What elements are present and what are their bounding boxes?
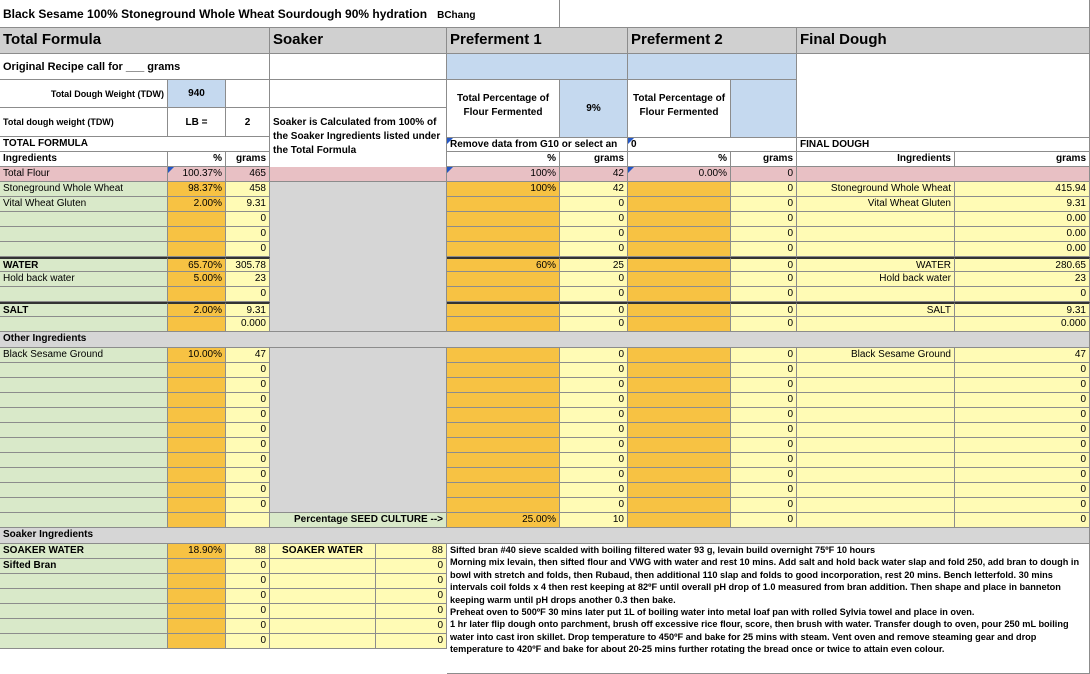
col-grams: grams	[731, 152, 797, 167]
fd-ingredient-name	[797, 483, 955, 498]
pf2-pct[interactable]	[628, 453, 731, 468]
pf2-grams[interactable]: 0	[731, 348, 797, 363]
soaker-block	[270, 348, 447, 513]
soaker-ingredient-name: Sifted Bran	[0, 559, 168, 574]
pf1-pct[interactable]	[447, 363, 560, 378]
fd-grams[interactable]: 0	[955, 408, 1090, 423]
pf1-pct[interactable]	[447, 378, 560, 393]
pf1-pct[interactable]: 60%	[447, 257, 560, 272]
ingredient-name	[0, 363, 168, 378]
col-pct: %	[628, 152, 731, 167]
ingredient-name	[0, 242, 168, 257]
col-ingredients: Ingredients	[797, 152, 955, 167]
pf2-pct[interactable]	[628, 287, 731, 302]
ingredient-grams[interactable]: 0	[226, 242, 270, 257]
pf2-pct[interactable]	[628, 182, 731, 197]
ingredient-grams[interactable]: 0	[226, 453, 270, 468]
pf2-grams[interactable]: 0	[731, 513, 797, 528]
soaker-ingredient-pct[interactable]	[168, 604, 226, 619]
ingredient-name	[0, 438, 168, 453]
ingredient-name	[0, 287, 168, 302]
pf2-grams[interactable]: 0	[731, 272, 797, 287]
ingredient-grams[interactable]: 0	[226, 212, 270, 227]
author-label: BChang	[437, 10, 476, 21]
soaker-ingredient-pct[interactable]	[168, 559, 226, 574]
soaker-name	[270, 559, 376, 574]
pf2-pct[interactable]	[628, 363, 731, 378]
fd-ingredient-name	[797, 317, 955, 332]
pf2-pct[interactable]	[628, 212, 731, 227]
pf2-pct[interactable]	[628, 483, 731, 498]
fd-grams[interactable]: 0	[955, 393, 1090, 408]
soaker-ingredient-grams[interactable]: 0	[226, 604, 270, 619]
header-preferment-1: Preferment 1	[447, 28, 628, 54]
col-pct: %	[447, 152, 560, 167]
fd-ingredient-name	[797, 498, 955, 513]
pf1-grams[interactable]: 0	[560, 363, 628, 378]
pf1-pct[interactable]	[447, 408, 560, 423]
blue-cell[interactable]	[447, 54, 628, 80]
soaker-grams[interactable]: 0	[376, 589, 447, 604]
fd-ingredient-name: Vital Wheat Gluten	[797, 197, 955, 212]
pf2-grams[interactable]: 0	[731, 468, 797, 483]
pf1-grams[interactable]: 0	[560, 197, 628, 212]
pf2-pct[interactable]	[628, 348, 731, 363]
ingredient-grams[interactable]: 23	[226, 272, 270, 287]
ingredient-pct[interactable]	[168, 468, 226, 483]
pf2-pct[interactable]	[628, 498, 731, 513]
pf2-grams[interactable]: 0	[731, 302, 797, 317]
ingredient-name	[0, 212, 168, 227]
instruction-paragraph: 1 hr later flip dough onto parchment, brush off excessive rice flour, score, then brush with water. Transfer dough to oven, pour 250 mL boiling water into cast iron skillet. Drop temperature to 450ºF and bake for 25 mins with steam. Vent oven and remove steaming gear and drop temperature to 420ºF and bake for about 20-25 mins further rotating the bread once or twice to attain even colour.	[450, 619, 1069, 655]
ingredient-grams[interactable]: 0	[226, 468, 270, 483]
seed-culture-grams[interactable]: 10	[560, 513, 628, 528]
fd-grams[interactable]: 0	[955, 438, 1090, 453]
pf1-pct[interactable]: 100%	[447, 182, 560, 197]
ingredient-grams[interactable]: 0	[226, 378, 270, 393]
pf1-pct[interactable]	[447, 272, 560, 287]
ingredient-grams[interactable]: 0	[226, 498, 270, 513]
ingredient-pct[interactable]: 5.00%	[168, 272, 226, 287]
pf1-grams[interactable]: 0	[560, 212, 628, 227]
pf2-pct[interactable]	[628, 242, 731, 257]
ingredient-name	[0, 423, 168, 438]
tdw-lb-label: Total dough weight (TDW)	[0, 108, 168, 137]
pf2-pct[interactable]	[628, 317, 731, 332]
total-flour-pct[interactable]: 100.37%	[168, 167, 226, 182]
pf1-pct[interactable]	[447, 212, 560, 227]
fd-ingredient-name: WATER	[797, 257, 955, 272]
pf2-pct[interactable]	[628, 197, 731, 212]
ingredient-grams[interactable]: 0	[226, 423, 270, 438]
col-pct: %	[168, 152, 226, 167]
pf2-pct[interactable]	[628, 423, 731, 438]
blank-cell[interactable]	[797, 54, 1090, 138]
fd-ingredient-name	[797, 287, 955, 302]
ingredient-grams[interactable]: 9.31	[226, 302, 270, 317]
instruction-paragraph: Sifted bran #40 sieve scalded with boiling filtered water 93 g, levain build overnight 75ºF 10 hours	[450, 545, 876, 555]
soaker-note: Soaker is Calculated from 100% of the Soaker Ingredients listed under the Total Formula	[270, 108, 447, 170]
fd-grams[interactable]: 0	[955, 423, 1090, 438]
pf2-pct-fermented-input[interactable]	[731, 80, 797, 138]
pf2-pct-fermented-label: Total Percentage of Flour Fermented	[628, 80, 731, 138]
ingredient-name: SALT	[0, 302, 168, 317]
fd-ingredient-name: SALT	[797, 302, 955, 317]
original-recipe-label: Original Recipe call for ___ grams	[0, 54, 270, 80]
ingredient-pct[interactable]: 10.00%	[168, 348, 226, 363]
total-flour-label: Total Flour	[0, 167, 168, 182]
ingredient-pct[interactable]: 65.70%	[168, 257, 226, 272]
pf2-grams[interactable]: 0	[731, 498, 797, 513]
fd-grams[interactable]: 0	[955, 498, 1090, 513]
ingredient-pct[interactable]	[168, 438, 226, 453]
soaker-name	[270, 604, 376, 619]
pf2-grams[interactable]: 0	[731, 197, 797, 212]
pf2-pct[interactable]	[628, 468, 731, 483]
pf2-grams[interactable]: 0	[731, 363, 797, 378]
ingredient-pct[interactable]	[168, 483, 226, 498]
fd-ingredient-name	[797, 438, 955, 453]
pf1-grams[interactable]: 0	[560, 483, 628, 498]
soaker-grams[interactable]: 0	[376, 559, 447, 574]
soaker-ingredient-grams[interactable]: 0	[226, 574, 270, 589]
ingredient-pct[interactable]	[168, 212, 226, 227]
pf2-warning: 0	[628, 138, 797, 152]
fd-grams[interactable]: 0.00	[955, 212, 1090, 227]
ingredient-name: Hold back water	[0, 272, 168, 287]
seed-culture-label: Percentage SEED CULTURE -->	[270, 513, 447, 528]
soaker-ingredient-grams[interactable]: 0	[226, 589, 270, 604]
pf1-grams[interactable]: 0	[560, 468, 628, 483]
pf1-grams[interactable]: 0	[560, 423, 628, 438]
pf2-grams[interactable]: 0	[731, 453, 797, 468]
pf2-grams[interactable]: 0	[731, 257, 797, 272]
ingredient-name	[0, 317, 168, 332]
pf2-grams[interactable]: 0	[731, 483, 797, 498]
header-final-dough: Final Dough	[797, 28, 1090, 54]
col-ingredients: Ingredients	[0, 152, 168, 167]
ingredient-name	[0, 498, 168, 513]
blank-cell[interactable]	[226, 80, 270, 108]
soaker-ingredient-name	[0, 604, 168, 619]
ingredient-name: Stoneground Whole Wheat	[0, 182, 168, 197]
fd-ingredient-name: Stoneground Whole Wheat	[797, 182, 955, 197]
pf2-grams[interactable]: 0	[731, 438, 797, 453]
pf2-pct[interactable]	[628, 302, 731, 317]
fd-grams[interactable]: 415.94	[955, 182, 1090, 197]
tdw-label: Total Dough Weight (TDW)	[0, 80, 168, 108]
ingredient-name[interactable]	[0, 513, 168, 528]
ingredient-pct[interactable]	[168, 408, 226, 423]
fd-grams[interactable]: 0	[955, 378, 1090, 393]
header-preferment-2: Preferment 2	[628, 28, 797, 54]
ingredient-grams[interactable]: 0	[226, 408, 270, 423]
soaker-grams[interactable]: 0	[376, 574, 447, 589]
fd-grams[interactable]: 0	[955, 287, 1090, 302]
pf2-grams[interactable]: 0	[731, 317, 797, 332]
seed-culture-pct[interactable]: 25.00%	[447, 513, 560, 528]
fd-ingredient-name[interactable]	[797, 513, 955, 528]
ingredient-name	[0, 227, 168, 242]
ingredient-pct[interactable]	[168, 242, 226, 257]
soaker-name	[270, 589, 376, 604]
pf1-pct[interactable]	[447, 302, 560, 317]
ingredient-pct[interactable]	[168, 423, 226, 438]
soaker-cell[interactable]	[270, 167, 447, 182]
fd-grams[interactable]: 0	[955, 363, 1090, 378]
blank-cell	[560, 0, 1090, 28]
pf2-grams[interactable]: 0	[731, 378, 797, 393]
instructions-block[interactable]	[447, 544, 1090, 674]
fd-grams[interactable]: 280.65	[955, 257, 1090, 272]
ingredient-grams[interactable]: 0	[226, 227, 270, 242]
pf2-grams[interactable]: 0	[731, 182, 797, 197]
ingredient-grams[interactable]: 0	[226, 363, 270, 378]
soaker-grams[interactable]: 0	[376, 634, 447, 649]
fd-ingredient-name	[797, 453, 955, 468]
final-dough-label: FINAL DOUGH	[797, 138, 1090, 152]
soaker-name: SOAKER WATER	[270, 544, 376, 559]
pf2-pct[interactable]	[628, 227, 731, 242]
pf1-grams[interactable]: 0	[560, 498, 628, 513]
pf1-pct-fermented-label: Total Percentage of Flour Fermented	[447, 80, 560, 138]
pf1-grams[interactable]: 0	[560, 287, 628, 302]
pf1-pct[interactable]	[447, 483, 560, 498]
sheet-title-cell	[0, 0, 560, 28]
pf1-grams[interactable]: 0	[560, 227, 628, 242]
ingredient-pct[interactable]	[168, 317, 226, 332]
ingredient-pct[interactable]	[168, 453, 226, 468]
soaker-ingredient-pct[interactable]	[168, 589, 226, 604]
ingredient-grams[interactable]: 0	[226, 483, 270, 498]
ingredient-name	[0, 453, 168, 468]
pf2-grams[interactable]: 0	[731, 423, 797, 438]
other-ingredients-label: Other Ingredients	[0, 332, 1090, 348]
ingredient-pct[interactable]	[168, 378, 226, 393]
pf2-total-pct[interactable]: 0.00%	[628, 167, 731, 182]
soaker-block	[270, 182, 447, 332]
soaker-ingredient-grams[interactable]: 0	[226, 619, 270, 634]
pf2-pct[interactable]	[628, 393, 731, 408]
pf1-pct[interactable]	[447, 453, 560, 468]
pf1-grams[interactable]: 0	[560, 242, 628, 257]
pf1-grams[interactable]: 0	[560, 453, 628, 468]
soaker-ingredient-name	[0, 619, 168, 634]
blue-cell[interactable]	[628, 54, 797, 80]
ingredient-name: Vital Wheat Gluten	[0, 197, 168, 212]
soaker-ingredient-pct[interactable]	[168, 574, 226, 589]
ingredient-pct[interactable]: 2.00%	[168, 302, 226, 317]
pf2-pct[interactable]	[628, 378, 731, 393]
pf1-grams[interactable]: 0	[560, 408, 628, 423]
pf2-pct[interactable]	[628, 408, 731, 423]
fd-grams[interactable]: 0	[955, 513, 1090, 528]
soaker-ingredients-label: Soaker Ingredients	[0, 528, 1090, 544]
pf1-pct[interactable]	[447, 317, 560, 332]
soaker-ingredient-grams[interactable]: 0	[226, 559, 270, 574]
pf1-pct[interactable]	[447, 242, 560, 257]
pf1-pct[interactable]	[447, 227, 560, 242]
ingredient-name	[0, 378, 168, 393]
ingredient-grams[interactable]: 0	[226, 287, 270, 302]
col-grams: grams	[955, 152, 1090, 167]
fd-grams[interactable]: 9.31	[955, 197, 1090, 212]
fd-ingredient-name	[797, 393, 955, 408]
soaker-ingredient-grams[interactable]: 88	[226, 544, 270, 559]
fd-ingredient-name: Black Sesame Ground	[797, 348, 955, 363]
col-grams: grams	[226, 152, 270, 167]
fd-ingredient-name	[797, 468, 955, 483]
pf1-total-grams[interactable]: 42	[560, 167, 628, 182]
ingredient-pct[interactable]	[168, 227, 226, 242]
col-grams: grams	[560, 152, 628, 167]
ingredient-pct[interactable]: 2.00%	[168, 197, 226, 212]
ingredient-grams[interactable]: 458	[226, 182, 270, 197]
pf1-grams[interactable]: 25	[560, 257, 628, 272]
ingredient-pct[interactable]: 98.37%	[168, 182, 226, 197]
pf1-warning: Remove data from G10 or select an	[447, 138, 628, 152]
pf1-grams[interactable]: 0	[560, 393, 628, 408]
fd-grams[interactable]: 0	[955, 468, 1090, 483]
ingredient-grams[interactable]: 0.000	[226, 317, 270, 332]
fd-ingredient-name	[797, 212, 955, 227]
soaker-name	[270, 619, 376, 634]
ingredient-grams[interactable]: 9.31	[226, 197, 270, 212]
pf2-grams[interactable]: 0	[731, 242, 797, 257]
ingredient-pct[interactable]	[168, 498, 226, 513]
pf1-grams[interactable]: 0	[560, 438, 628, 453]
ingredient-grams[interactable]: 47	[226, 348, 270, 363]
fd-ingredient-name: Hold back water	[797, 272, 955, 287]
pf2-pct[interactable]	[628, 438, 731, 453]
pf1-pct[interactable]	[447, 348, 560, 363]
fd-grams[interactable]: 0.00	[955, 242, 1090, 257]
pf2-pct[interactable]	[628, 272, 731, 287]
ingredient-name	[0, 483, 168, 498]
soaker-ingredient-name: SOAKER WATER	[0, 544, 168, 559]
pf2-pct[interactable]	[628, 513, 731, 528]
pf2-grams[interactable]: 0	[731, 287, 797, 302]
pf1-grams[interactable]: 0	[560, 317, 628, 332]
pf1-grams[interactable]: 0	[560, 272, 628, 287]
fd-ingredient-name	[797, 408, 955, 423]
pf2-total-grams[interactable]: 0	[731, 167, 797, 182]
soaker-ingredient-grams[interactable]: 0	[226, 634, 270, 649]
ingredient-name: WATER	[0, 257, 168, 272]
sheet-title: Black Sesame 100% Stoneground Whole Wheat Sourdough 90% hydration	[3, 7, 428, 21]
fd-grams[interactable]: 0	[955, 483, 1090, 498]
ingredient-pct[interactable]	[168, 287, 226, 302]
total-formula-label: TOTAL FORMULA	[0, 137, 270, 152]
ingredient-pct[interactable]	[168, 513, 226, 528]
soaker-grams[interactable]: 88	[376, 544, 447, 559]
fd-grams[interactable]: 0	[955, 453, 1090, 468]
instruction-paragraph: Morning mix levain, then sifted flour and VWG with water and rest 10 mins. Add salt and hold back water slap and fold 250, add bran to dough in bowl with stretch and folds, then Rubaud, then additional 110 slap and folds to good incorporation, rest 20 mins. Bench letterfold. 30 mins intervals coil folds x 4 then rest keeping at 82ºF until overall pH drop of 1.0 measured from bran addition. Then shape and place in banneton keeping warm until pH drops another 0.3 then bake.	[450, 557, 1080, 605]
fd-ingredient-name	[797, 242, 955, 257]
instruction-paragraph: Preheat oven to 500ºF 30 mins later put 1L of boiling water into metal loaf pan with rolled Sylvia towel and place in oven.	[450, 607, 975, 618]
ingredient-grams[interactable]	[226, 513, 270, 528]
soaker-ingredient-name	[0, 589, 168, 604]
pf1-pct[interactable]	[447, 393, 560, 408]
ingredient-name	[0, 408, 168, 423]
soaker-ingredient-pct[interactable]: 18.90%	[168, 544, 226, 559]
header-soaker: Soaker	[270, 28, 447, 54]
ingredient-pct[interactable]	[168, 363, 226, 378]
soaker-grams[interactable]: 0	[376, 604, 447, 619]
fd-grams[interactable]: 9.31	[955, 302, 1090, 317]
pf1-pct-fermented-input[interactable]: 9%	[560, 80, 628, 138]
pf1-grams[interactable]: 0	[560, 348, 628, 363]
pf2-grams[interactable]: 0	[731, 227, 797, 242]
soaker-name	[270, 574, 376, 589]
pf2-pct[interactable]	[628, 257, 731, 272]
header-total-formula: Total Formula	[0, 28, 270, 54]
pf2-grams[interactable]: 0	[731, 393, 797, 408]
pf1-pct[interactable]	[447, 423, 560, 438]
soaker-ingredient-name	[0, 634, 168, 649]
tdw-input[interactable]: 940	[168, 80, 226, 108]
ingredient-pct[interactable]	[168, 393, 226, 408]
pf1-pct[interactable]	[447, 498, 560, 513]
pf2-grams[interactable]: 0	[731, 212, 797, 227]
pf1-pct[interactable]	[447, 197, 560, 212]
lb-label: LB =	[168, 108, 226, 137]
total-flour-grams[interactable]: 465	[226, 167, 270, 182]
soaker-name	[270, 634, 376, 649]
ingredient-grams[interactable]: 0	[226, 393, 270, 408]
fd-ingredient-name	[797, 363, 955, 378]
pf1-grams[interactable]: 42	[560, 182, 628, 197]
pf1-grams[interactable]: 0	[560, 378, 628, 393]
ingredient-name	[0, 393, 168, 408]
fd-ingredient-name	[797, 423, 955, 438]
pf1-pct[interactable]	[447, 287, 560, 302]
fd-grams[interactable]: 0.000	[955, 317, 1090, 332]
soaker-grams[interactable]: 0	[376, 619, 447, 634]
pf1-total-pct[interactable]: 100%	[447, 167, 560, 182]
ingredient-name	[0, 468, 168, 483]
pf1-pct[interactable]	[447, 468, 560, 483]
ingredient-grams[interactable]: 0	[226, 438, 270, 453]
lb-value[interactable]: 2	[226, 108, 270, 137]
pf1-pct[interactable]	[447, 438, 560, 453]
final-dough-cell[interactable]	[797, 167, 1090, 182]
fd-ingredient-name	[797, 378, 955, 393]
blank-cell[interactable]	[270, 80, 447, 108]
fd-grams[interactable]: 0.00	[955, 227, 1090, 242]
pf1-grams[interactable]: 0	[560, 302, 628, 317]
ingredient-name: Black Sesame Ground	[0, 348, 168, 363]
pf2-grams[interactable]: 0	[731, 408, 797, 423]
soaker-ingredient-name	[0, 574, 168, 589]
blank-cell[interactable]	[270, 54, 447, 80]
ingredient-grams[interactable]: 305.78	[226, 257, 270, 272]
fd-ingredient-name	[797, 227, 955, 242]
fd-grams[interactable]: 47	[955, 348, 1090, 363]
soaker-ingredient-pct[interactable]	[168, 634, 226, 649]
fd-grams[interactable]: 23	[955, 272, 1090, 287]
soaker-ingredient-pct[interactable]	[168, 619, 226, 634]
